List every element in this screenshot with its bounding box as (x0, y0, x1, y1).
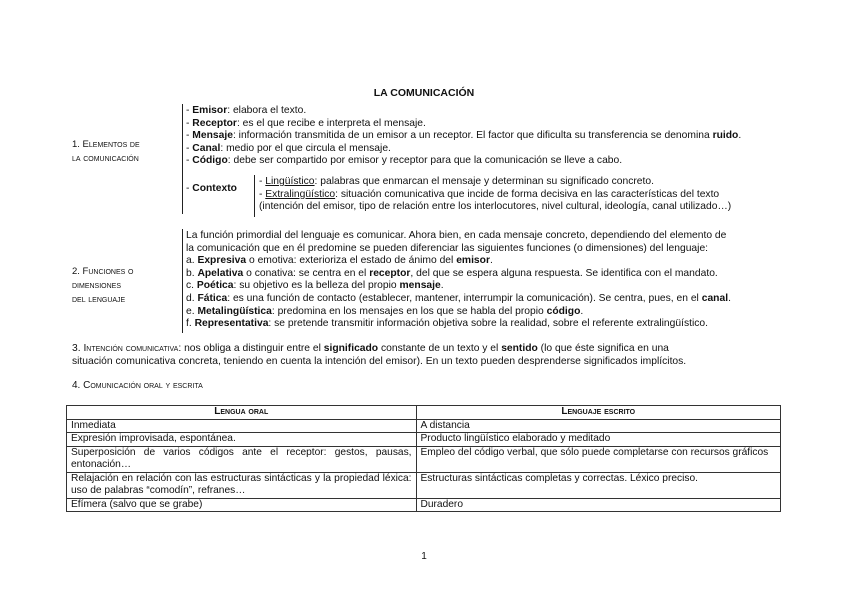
table-cell: Estructuras sintácticas completas y correctas. Léxico preciso. (416, 472, 780, 498)
function-representativa: f. Representativa: se pretende transmitir información objetiva sobre la realidad, sobre el referente extralingüístico. (186, 318, 708, 330)
table-cell: Inmediata (67, 419, 417, 433)
table-cell: Efímera (salvo que se grabe) (67, 498, 417, 512)
contexto-extralinguistico: - Extralingüístico: situación comunicativa que incide de forma decisiva en las características del texto (259, 188, 720, 200)
section-2-bracket (182, 229, 183, 333)
header-lenguaje-escrito: Lenguaje escrito (416, 406, 780, 420)
table-cell: Empleo del código verbal, que sólo puede completarse con recursos gráficos (416, 446, 780, 472)
table-cell: A distancia (416, 419, 780, 433)
page-title: LA COMUNICACIÓN (373, 87, 475, 99)
contexto-items (259, 176, 731, 214)
section-1-items (186, 105, 741, 168)
contexto-bracket (254, 175, 255, 217)
item-codigo: - Código: debe ser compartido por emisor y receptor para que la comunicación se lleve a cabo. (186, 155, 623, 167)
function-expresiva: a. Expresiva o emotiva: exterioriza el estado de ánimo del emisor. (186, 255, 493, 267)
section-2-content (186, 230, 731, 331)
oral-vs-written-table (66, 405, 781, 512)
function-metalinguistica: e. Metalingüística: predomina en los mensajes en los que se habla del propio código. (186, 305, 584, 317)
contexto-label: - Contexto (186, 183, 237, 194)
function-fatica: d. Fática: es una función de contacto (establecer, mantener, interrumpir la comunicación). Se centra, pues, en el canal. (186, 292, 731, 304)
item-mensaje: - Mensaje: información transmitida de un emisor a un receptor. El factor que dificulta su transferencia se denomina ruido. (186, 130, 742, 142)
section-3-line1: 3. Intención comunicativa: nos obliga a distinguir entre el significado constante de un texto y el sentido (lo que éste significa en una (72, 343, 669, 354)
section-3-line2: situación comunicativa concreta, teniendo en cuenta la intención del emisor). En un texto pueden desprenderse significados implícitos. (72, 355, 687, 367)
function-apelativa: b. Apelativa o conativa: se centra en el receptor, del que se espera alguna respuesta. Se identifica con el mandato. (186, 267, 718, 279)
section-1-bracket (182, 104, 183, 214)
contexto-linguistico: - Lingüístico: palabras que enmarcan el mensaje y determinan su significado concreto. (259, 176, 654, 187)
table-row (67, 498, 781, 512)
section-3 (72, 343, 778, 368)
section-1-label: 1. Elementos de la comunicación (72, 139, 140, 164)
functions-intro-line2: la comunicación que en él predomine se pueden diferenciar las siguientes funciones (o dimensiones) del lenguaje: (186, 242, 709, 254)
section-3-label: 3. Intención comunicativa (72, 343, 179, 354)
item-emisor: - Emisor: elabora el texto. (186, 105, 307, 116)
section-4-label: 4. Comunicación oral y escrita (72, 380, 203, 391)
header-lengua-oral: Lengua oral (67, 406, 417, 420)
table-cell: Duradero (416, 498, 780, 512)
table-cell: Producto lingüístico elaborado y meditado (416, 433, 780, 447)
function-poetica: c. Poética: su objetivo es la belleza del propio mensaje. (186, 280, 444, 292)
section-2-label: 2. Funciones o dimensiones del lenguaje (72, 266, 134, 305)
table-row (67, 419, 781, 433)
table-cell: Relajación en relación con las estructuras sintácticas y la propiedad léxica: uso de palabras “comodín”, refranes… (67, 472, 417, 498)
item-receptor: - Receptor: es el que recibe e interpreta el mensaje. (186, 117, 426, 129)
table-cell: Superposición de varios códigos ante el receptor: gestos, pausas, entonación… (67, 446, 417, 472)
item-canal: - Canal: medio por el que circula el mensaje. (186, 142, 391, 154)
contexto-extralinguistico-cont: (intención del emisor, tipo de relación entre los interlocutores, nivel cultural, ideología, canal utilizado…) (259, 201, 732, 213)
page-number: 1 (421, 551, 427, 562)
functions-intro-line1: La función primordial del lenguaje es comunicar. Ahora bien, en cada mensaje concreto, dependiendo del elemento de (186, 230, 727, 241)
table-row (67, 472, 781, 498)
table-row (67, 433, 781, 447)
table-cell: Expresión improvisada, espontánea. (67, 433, 417, 447)
table-header-row (67, 406, 781, 420)
table-row (67, 446, 781, 472)
